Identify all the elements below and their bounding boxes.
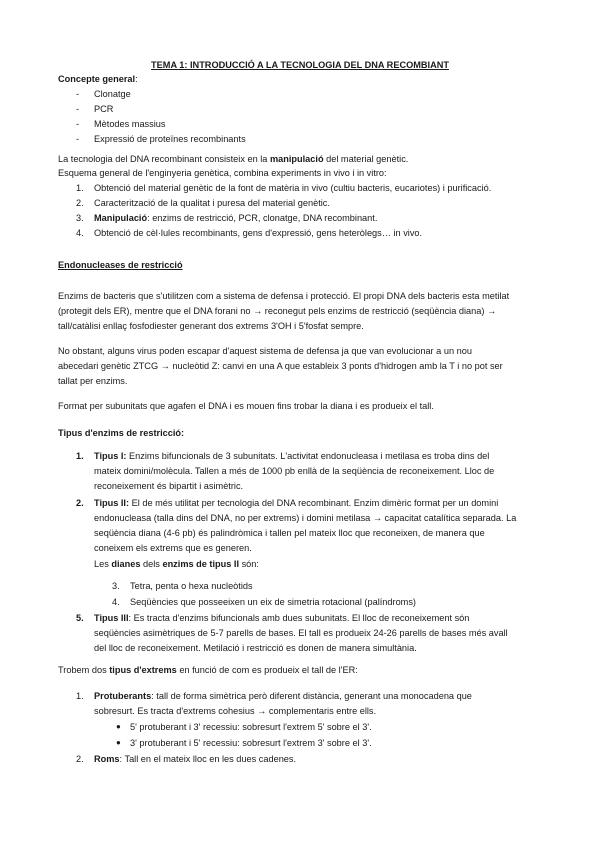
- list-item: Expressió de proteïnes recombinants: [94, 134, 246, 144]
- text-run: dels: [140, 559, 163, 569]
- tipus-3-line: [94, 612, 469, 624]
- endonucleases-heading: Endonucleases de restricció: [58, 260, 183, 270]
- tipus-3-line: del lloc de reconeixement. Metilació i restricció es donen de manera simultània.: [94, 643, 417, 653]
- paragraph-line: Enzims de bacteris que s'utilitzen com a sistema de defensa i protecció. El propi DNA dels bacteris esta metilat: [58, 291, 510, 301]
- concepte-general-heading: [58, 73, 138, 85]
- sub-number: 4.: [112, 597, 120, 607]
- tipus-label: Tipus I:: [94, 451, 127, 461]
- paragraph-line: tallat per enzims.: [58, 376, 128, 386]
- text-run: : Es tracta d'enzims bifuncionals amb dues subunitats. El lloc de reconeixement són: [128, 613, 470, 623]
- tipus-2-line: [94, 497, 498, 509]
- paragraph-line: Format per subunitats que agafen el DNA i es mouen fins trobar la diana i es produeix el tall.: [58, 401, 434, 411]
- intro-paragraph: [58, 153, 408, 165]
- text-run: en funció de com es produeix el tall de l'ER:: [176, 665, 358, 675]
- text-run: : enzims de restricció, PCR, clonatge, DNA recombinant.: [147, 213, 378, 223]
- list-item: Clonatge: [94, 89, 131, 99]
- tipus-1-line: reconeixement és bipartit i asimètric.: [94, 481, 244, 491]
- step-text: Obtenció de cèl·lules recombinants, gens d'expressió, gens heteròlegs… in vivo.: [94, 228, 423, 238]
- extrem-number: 1.: [76, 691, 84, 701]
- bullet-icon: ●: [116, 738, 121, 747]
- extrems-intro: [58, 664, 358, 676]
- list-item: PCR: [94, 104, 114, 114]
- text-run-bold: tipus d'extrems: [109, 665, 177, 675]
- tipus-3-line: seqüències asimètriques de 5-7 parells de bases. El tall es produeix 24-26 parells de bases més avall: [94, 628, 508, 638]
- tipus-2-line: seqüència diana (4-6 pb) és palindròmica i tallen pel mateix lloc que reconeixen, de manera que: [94, 528, 485, 538]
- tipus-number: 5.: [76, 613, 84, 623]
- extrem-label: Protuberants: [94, 691, 152, 701]
- sub-number: 3.: [112, 581, 120, 591]
- step-number: 4.: [76, 228, 84, 238]
- list-dash: -: [76, 119, 80, 129]
- text-run: Enzims bifuncionals de 3 subunitats. L'activitat endonucleasa i metilasa es troba dins del: [126, 451, 490, 461]
- text-run-bold: enzims de tipus II: [162, 559, 240, 569]
- tipus-number: 2.: [76, 498, 84, 508]
- tipus-2-line: coneixem els extrems que es generen.: [94, 543, 252, 553]
- extrem-2-line: [94, 753, 296, 765]
- extrem-1-line: [94, 690, 472, 702]
- paragraph-line: (protegit dels ER), mentre que el DNA forani no → reconegut pels enzims de restricció (seqüència diana) →: [58, 306, 497, 316]
- document-title: TEMA 1: INTRODUCCIÓ A LA TECNOLOGIA DEL DNA RECOMBIANT: [151, 60, 449, 70]
- intro-scheme-line: Esquema general de l'enginyeria genètica, combina experiments in vivo i in vitro:: [58, 168, 387, 178]
- text-run: La tecnologia del DNA recombinant consisteix en la: [58, 154, 270, 164]
- step-number: 1.: [76, 183, 84, 193]
- paragraph-line: No obstant, alguns virus poden escapar d'aquest sistema de defensa ja que van evolucionar a un nou: [58, 346, 472, 356]
- text-run: : tall de forma simètrica però diferent distància, generant una monocadena que: [151, 691, 472, 701]
- tipus-2-line: endonucleasa (talla dins del DNA, no per extrems) i domini metilasa → capacitat catalítica separada. La: [94, 513, 517, 523]
- tipus-2-dianes-line: [94, 558, 259, 570]
- bullet-item: 5' protuberant i 3' recessiu: sobresurt l'extrem 5' sobre el 3'.: [130, 722, 372, 732]
- extrem-number: 2.: [76, 754, 84, 764]
- text-run: : Tall en el mateix lloc en les dues cadenes.: [119, 754, 297, 764]
- extrem-1-line: sobresurt. Es tracta d'extrems cohesius → complementaris entre ells.: [94, 706, 377, 716]
- tipus-label: Tipus II:: [94, 498, 130, 508]
- tipus-heading: Tipus d'enzims de restricció:: [58, 428, 185, 438]
- step-text: Caracterització de la qualitat i puresa del material genètic.: [94, 198, 330, 208]
- concepte-label: Concepte general: [58, 74, 136, 84]
- sub-item: Seqüències que posseeixen un eix de simetria rotacional (palíndroms): [130, 597, 416, 607]
- list-dash: -: [76, 89, 80, 99]
- step-number: 3.: [76, 213, 84, 223]
- bullet-item: 3' protuberant i 5' recessiu: sobresurt l'extrem 3' sobre el 3'.: [130, 738, 372, 748]
- list-item: Mètodes massius: [94, 119, 166, 129]
- step-text: [94, 212, 377, 224]
- text-run: El de més utilitat per tecnologia del DNA recombinant. Enzim dimèric format per un domini: [129, 498, 499, 508]
- text-run: són:: [239, 559, 259, 569]
- text-run-bold: Manipulació: [94, 213, 148, 223]
- list-dash: -: [76, 104, 80, 114]
- sub-item: Tetra, penta o hexa nucleòtids: [130, 581, 253, 591]
- concepte-colon: :: [135, 74, 138, 84]
- step-text: Obtenció del material genètic de la font de matèria in vivo (cultiu bacteris, eucariotes) i purificació.: [94, 183, 492, 193]
- text-run: Les: [94, 559, 112, 569]
- text-run-bold: manipulació: [269, 154, 324, 164]
- bullet-icon: ●: [116, 722, 121, 731]
- tipus-1-line: [94, 450, 489, 462]
- step-number: 2.: [76, 198, 84, 208]
- tipus-1-line: mateix domini/molècula. Tallen a més de 1000 pb enllà de la seqüència de reconeixement. Lloc de: [94, 466, 495, 476]
- text-run: del material genètic.: [323, 154, 409, 164]
- tipus-number: 1.: [76, 451, 84, 461]
- text-run-bold: dianes: [111, 559, 141, 569]
- extrem-label: Roms: [94, 754, 120, 764]
- tipus-label: Tipus III: [94, 613, 129, 623]
- text-run: Trobem dos: [58, 665, 110, 675]
- paragraph-line: abecedari genètic ZTCG → nucleòtid Z: canvi en una A que estableix 3 ponts d'hidrogen amb la T i no pot ser: [58, 361, 503, 371]
- list-dash: -: [76, 134, 80, 144]
- paragraph-line: tall/catàlisi enllaç fosfodiester generant dos extrems 3'OH i 5'fosfat sempre.: [58, 321, 364, 331]
